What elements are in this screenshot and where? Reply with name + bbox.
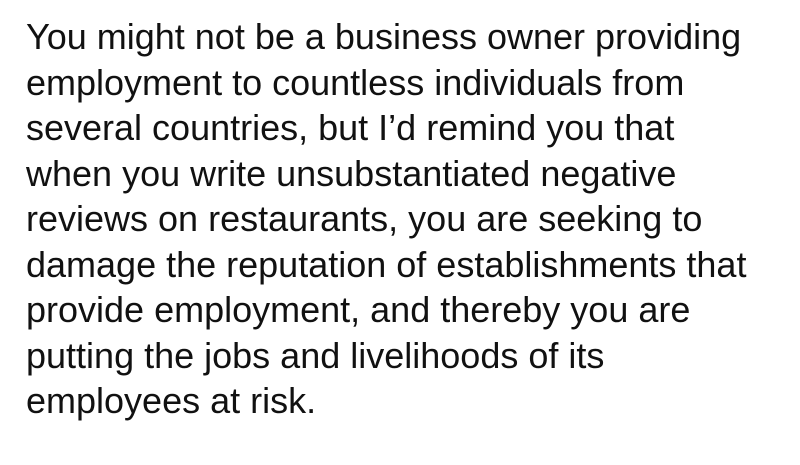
message-body bbox=[26, 14, 746, 424]
message-line: several countries, but I’d remind you that bbox=[26, 107, 675, 148]
message-line: provide employment, and thereby you are bbox=[26, 289, 691, 330]
message-line: when you write unsubstantiated negative bbox=[26, 152, 677, 194]
message-line: putting the jobs and livelihoods of its bbox=[26, 334, 605, 376]
message-line: employees at risk. bbox=[26, 380, 317, 421]
message-line: You might not be a business owner providing bbox=[26, 16, 742, 57]
message-line: employment to countless individuals from bbox=[26, 61, 685, 103]
message-line: damage the reputation of establishments that bbox=[26, 243, 747, 285]
message-line: reviews on restaurants, you are seeking to bbox=[26, 198, 703, 239]
